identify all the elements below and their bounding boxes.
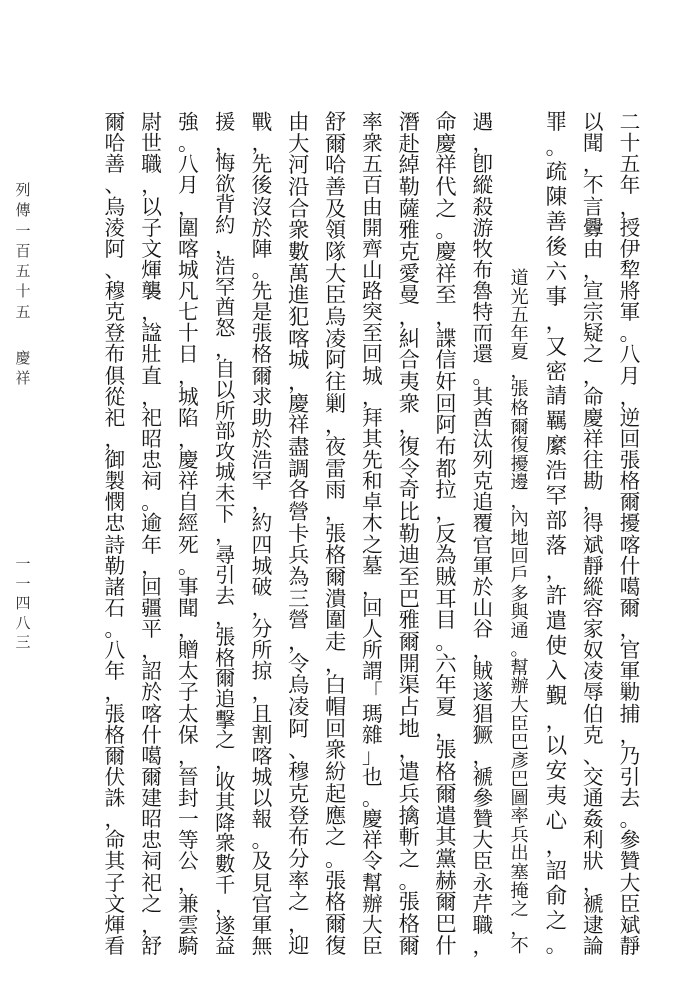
text-column: 以 聞 ， 不 言 釁 由 ， 宣 宗 疑 之 ， 命 慶 祥 往 勘 ， 得 斌 靜 縱 容 家 奴 凌 辱 伯 克 、 交 通 姦 利 狀 ， 褫 逮 論	[582, 110, 604, 958]
text-column: 潛 赴 綽 勒 薩 雅 克 愛 曼 ， 糾 合 夷 衆 ， 復 令 奇 比 勒 迪 至 巴 雅 爾 開 渠 占 地 ， 遣 兵 擒 斬 之 。 張 格 爾	[398, 110, 420, 959]
text-column: 援 ， 悔 欲 背 約 ， 浩 罕 酋 怒 ， 自 以 所 部 攻 城 未 下 ， 尋 引 去 ， 張 格 爾 追 擊 之 ， 收 其 降 衆 數 千 ， 遂 益	[215, 110, 236, 959]
text-column: 率 衆 五 百 由 開 齊 山 路 突 至 回 城 ， 拜 其 先 和 卓 木 之 墓 ， 回 人 所 謂 「 瑪 雜 」 也 。 慶 祥 令 幫 辦 大 臣	[362, 110, 383, 958]
text-column: 二 十 五 年 ， 授 伊 犂 將 軍 。 八 月 ， 逆 回 張 格 爾 擾 喀 什 噶 爾 ， 官 軍 勦 捕 ， 乃 引 去 。 參 贊 大 臣 斌 靜	[619, 110, 641, 958]
text-column: 道 光 五 年 夏 ， 張 格 爾 復 擾 邊 ， 內 地 回 戶 多 與 通 。 幫 辦 大 臣 巴 彥 巴 圖 率 兵 出 塞 掩 之 ， 不	[510, 268, 529, 958]
text-column: 強 。 八 月 ， 圍 喀 城 凡 七 十 日 ， 城 陷 ， 慶 祥 自 經 死 。 事 聞 ， 贈 太 子 太 保 ， 晉 封 一 等 公 ， 兼 雲 騎	[178, 110, 199, 958]
text-column: 戰 ， 先 後 沒 於 陣 。 先 是 張 格 爾 求 助 於 浩 罕 ， 約 四 城 破 ， 分 所 掠 ， 且 割 喀 城 以 報 。 及 見 官 軍 無	[251, 110, 273, 958]
text-column: 命 慶 祥 代 之 。 慶 祥 至 ， 諜 信 奸 回 阿 布 都 拉 ， 反 為 賊 耳 目 。 六 年 夏 ， 張 格 爾 遣 其 黨 赫 爾 巴 什	[435, 110, 457, 959]
running-header-vertical: 列 傳 一 百 五 十 五 慶 祥	[15, 181, 31, 387]
text-column: 遇 ， 卽 縱 殺 游 牧 布 魯 特 而 還 。 其 酋 汰 列 克 追 覆 官 軍 於 山 谷 ， 賊 遂 猖 獗 ， 褫 參 贊 大 臣 永 芹 職 ，	[472, 110, 494, 958]
text-column: 尉 世 職 ， 以 子 文 煇 襲 ， 諡 壯 直 ， 祀 昭 忠 祠 。 逾 年 ， 回 疆 平 ， 詔 於 喀 什 噶 爾 建 昭 忠 祠 祀 之 ， 舒	[141, 110, 162, 958]
text-column: 爾 哈 善 、 烏 淩 阿 、 穆 克 登 布 俱 從 祀 ， 御 製 憫 忠 詩 勒 諸 石 。 八 年 ， 張 格 爾 伏 誅 ， 命 其 子 文 煇 看	[104, 110, 126, 958]
text-column: 由 大 河 沿 合 衆 數 萬 進 犯 喀 城 ， 慶 祥 盡 調 各 營 卡 兵 為 三 營 ， 令 烏 凌 阿 、 穆 克 登 布 分 率 之 ， 迎	[288, 110, 310, 959]
page-number-vertical: 一 一 四 八 三	[15, 555, 31, 651]
page-number	[14, 555, 32, 653]
text-column: 罪 。 疏 陳 善 後 六 事 ， 又 密 請 羈 縻 浩 罕 部 落 ， 許 遣 使 入 覲 ， 以 安 夷 心 ， 詔 俞 之 。	[545, 110, 568, 959]
text-column: 舒 爾 哈 善 及 領 隊 大 臣 烏 凌 阿 往 剿 ， 夜 雷 雨 ， 張 格 爾 潰 圍 走 ， 白 帽 回 衆 紛 起 應 之 。 張 格 爾 復	[324, 110, 347, 959]
